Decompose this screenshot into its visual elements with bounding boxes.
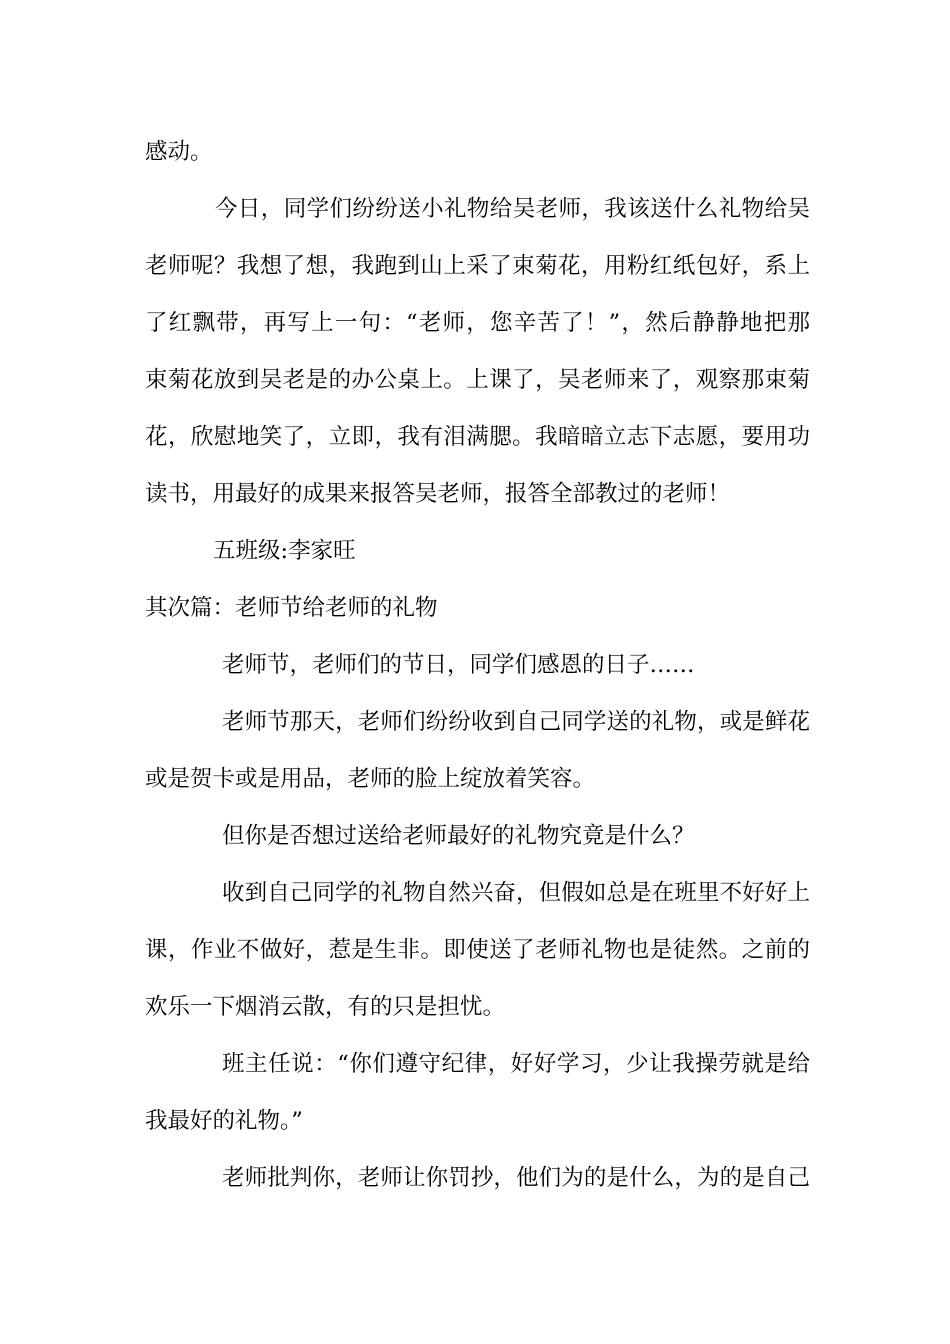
text-line: 欢乐一下烟消云散，有的只是担忧。 (145, 994, 506, 1020)
paragraph-first-line: 班主任说：“你们遵守纪律，好好学习，少让我操劳就是给 (222, 1051, 810, 1077)
text-line: 感动。 (145, 139, 213, 165)
text-line: 束菊花放到吴老是的办公桌上。上课了，吴老师来了，观察那束菊 (145, 367, 810, 393)
paragraph-first-line: 老师批判你，老师让你罚抄，他们为的是什么，为的是自己 (222, 1165, 810, 1191)
paragraph-first-line: 今日，同学们纷纷送小礼物给吴老师，我该送什么礼物给吴 (215, 196, 810, 222)
paragraph-first-line: 老师节那天，老师们纷纷收到自己同学送的礼物，或是鲜花 (222, 709, 810, 735)
text-line: 了红飘带，再写上一句：“老师，您辛苦了！”，然后静静地把那 (145, 310, 810, 336)
text-line: 或是贺卡或是用品，老师的脸上绽放着笑容。 (145, 766, 596, 792)
text-line: 老师呢？我想了想，我跑到山上采了束菊花，用粉红纸包好，系上 (145, 253, 810, 279)
text-line: 课，作业不做好，惹是生非。即使送了老师礼物也是徒然。之前的 (145, 937, 810, 963)
paragraph-first-line: 收到自己同学的礼物自然兴奋，但假如总是在班里不好好上 (222, 880, 810, 906)
text-line: 我最好的礼物。” (145, 1108, 303, 1134)
author-signature: 五班级:李家旺 (213, 538, 356, 564)
paragraph-first-line: 但你是否想过送给老师最好的礼物究竟是什么？ (222, 823, 695, 849)
paragraph-first-line: 老师节，老师们的节日，同学们感恩的日子…… (222, 652, 695, 678)
text-line: 花，欣慰地笑了，立即，我有泪满腮。我暗暗立志下志愿，要用功 (145, 424, 810, 450)
text-line: 读书，用最好的成果来报答吴老师，报答全部教过的老师！ (145, 481, 731, 507)
section-heading: 其次篇：老师节给老师的礼物 (145, 595, 438, 621)
